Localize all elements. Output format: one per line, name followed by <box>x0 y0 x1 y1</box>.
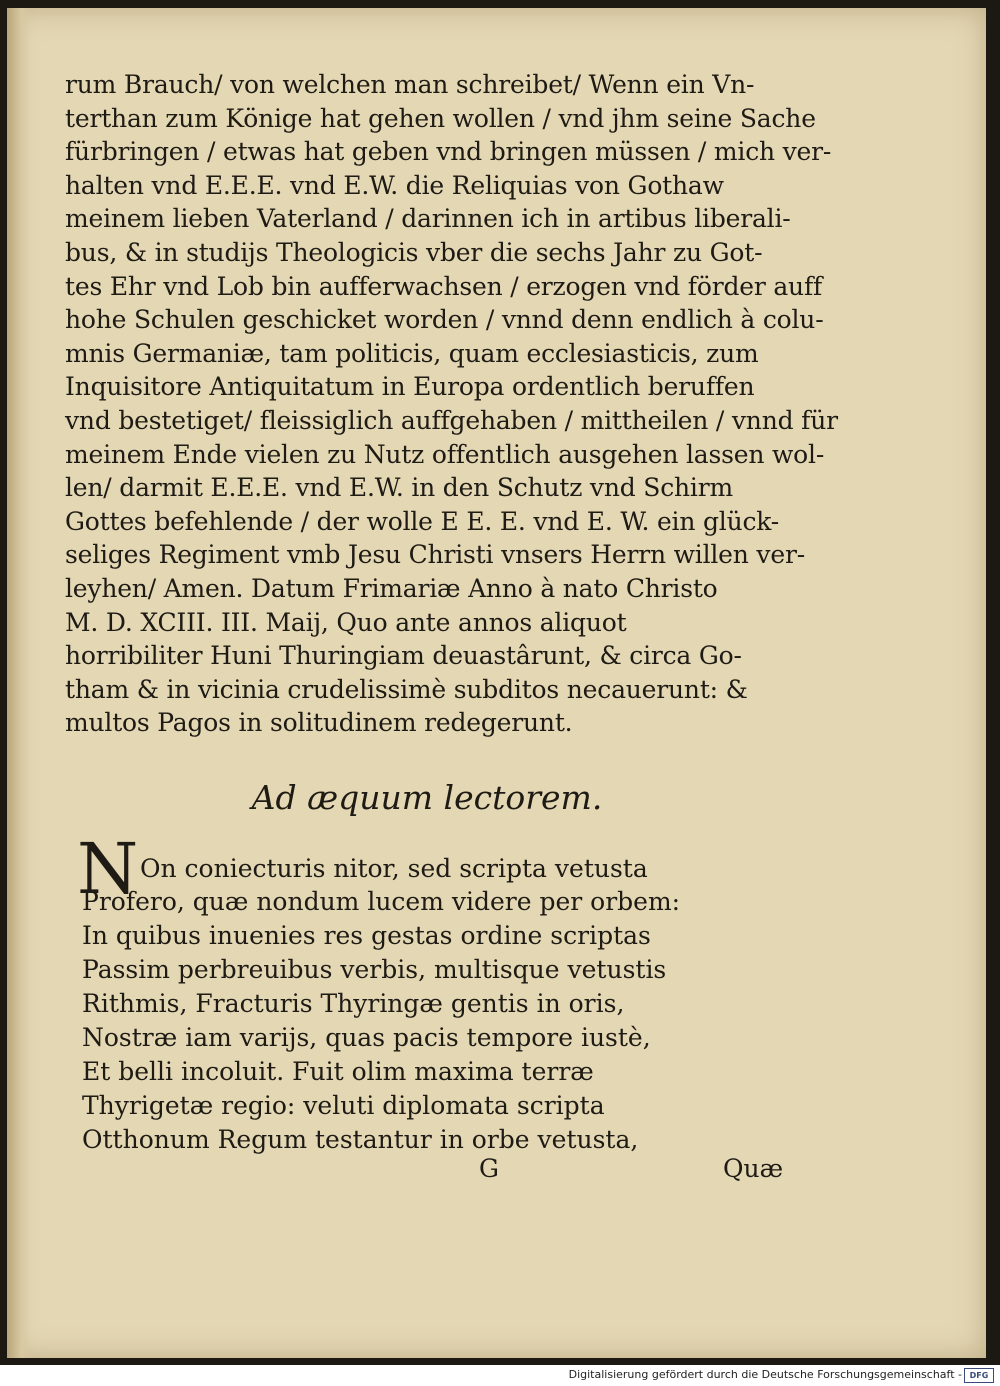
verse-line: Nostræ iam varijs, quas pacis tempore iustè, <box>82 1023 651 1052</box>
prose-line: halten vnd E.E.E. vnd E.W. die Reliquias von Gothaw <box>65 170 724 200</box>
verse-line: In quibus inuenies res gestas ordine scriptas <box>82 921 651 950</box>
prose-line: meinem lieben Vaterland / darinnen ich in artibus liberali- <box>65 204 791 234</box>
dfg-logo: DFG <box>964 1368 994 1383</box>
prose-block <box>65 68 838 740</box>
prose-line: mnis Germaniæ, tam politicis, quam ecclesiasticis, zum <box>65 338 759 368</box>
prose-line: rum Brauch/ von welchen man schreibet/ Wenn ein Vn- <box>65 70 755 99</box>
verse-line: Passim perbreuibus verbis, multisque vetustis <box>82 955 667 984</box>
section-heading: Ad æquum lectorem. <box>251 778 603 817</box>
prose-line: tes Ehr vnd Lob bin aufferwachsen / erzogen vnd förder auff <box>65 271 823 301</box>
footer-bar <box>0 1365 1000 1386</box>
prose-line: fürbringen / etwas hat geben vnd bringen müssen / mich ver- <box>65 137 832 167</box>
funding-credit: Digitalisierung gefördert durch die Deutsche Forschungsgemeinschaft - <box>568 1368 962 1381</box>
prose-line: Gottes befehlende / der wolle E E. E. vnd E. W. ein glück- <box>65 506 780 536</box>
prose-line: meinem Ende vielen zu Nutz offentlich ausgehen lassen wol- <box>65 439 825 469</box>
signature-mark: G <box>479 1154 499 1183</box>
prose-line: len/ darmit E.E.E. vnd E.W. in den Schutz vnd Schirm <box>65 473 733 503</box>
catchword: Quæ <box>723 1154 784 1183</box>
page-binding-edge <box>7 8 31 1358</box>
verse-line: Et belli incoluit. Fuit olim maxima terræ <box>82 1057 594 1086</box>
prose-line: bus, & in studijs Theologicis vber die sechs Jahr zu Got- <box>65 237 763 267</box>
book-page <box>7 8 986 1358</box>
prose-line: vnd bestetiget/ fleissiglich auffgehaben / mittheilen / vnnd für <box>65 405 838 435</box>
prose-line: hohe Schulen geschicket worden / vnnd denn endlich à colu- <box>65 305 824 335</box>
drop-capital: N <box>77 828 139 910</box>
prose-line: seliges Regiment vmb Jesu Christi vnsers Herrn willen ver- <box>65 540 805 570</box>
verse-first-line: On coniecturis nitor, sed scripta vetusta <box>140 854 648 883</box>
verse-line: Otthonum Regum testantur in orbe vetusta, <box>82 1125 639 1154</box>
verse-line: Profero, quæ nondum lucem videre per orbem: <box>82 887 681 916</box>
prose-line: leyhen/ Amen. Datum Frimariæ Anno à nato Christo <box>65 573 718 603</box>
prose-line: Inquisitore Antiquitatum in Europa ordentlich beruffen <box>65 372 755 402</box>
verse-block <box>82 885 782 1157</box>
prose-line: tham & in vicinia crudelissimè subditos necauerunt: & <box>65 674 748 704</box>
verse-line: Rithmis, Fracturis Thyringæ gentis in oris, <box>82 989 625 1018</box>
prose-line: M. D. XCIII. III. Maij, Quo ante annos aliquot <box>65 607 627 637</box>
verse-line: Thyrigetæ regio: veluti diplomata scripta <box>82 1091 605 1120</box>
prose-line: multos Pagos in solitudinem redegerunt. <box>65 708 573 738</box>
prose-line: terthan zum Könige hat gehen wollen / vnd jhm seine Sache <box>65 103 816 133</box>
prose-line: horribiliter Huni Thuringiam deuastârunt, & circa Go- <box>65 641 742 671</box>
